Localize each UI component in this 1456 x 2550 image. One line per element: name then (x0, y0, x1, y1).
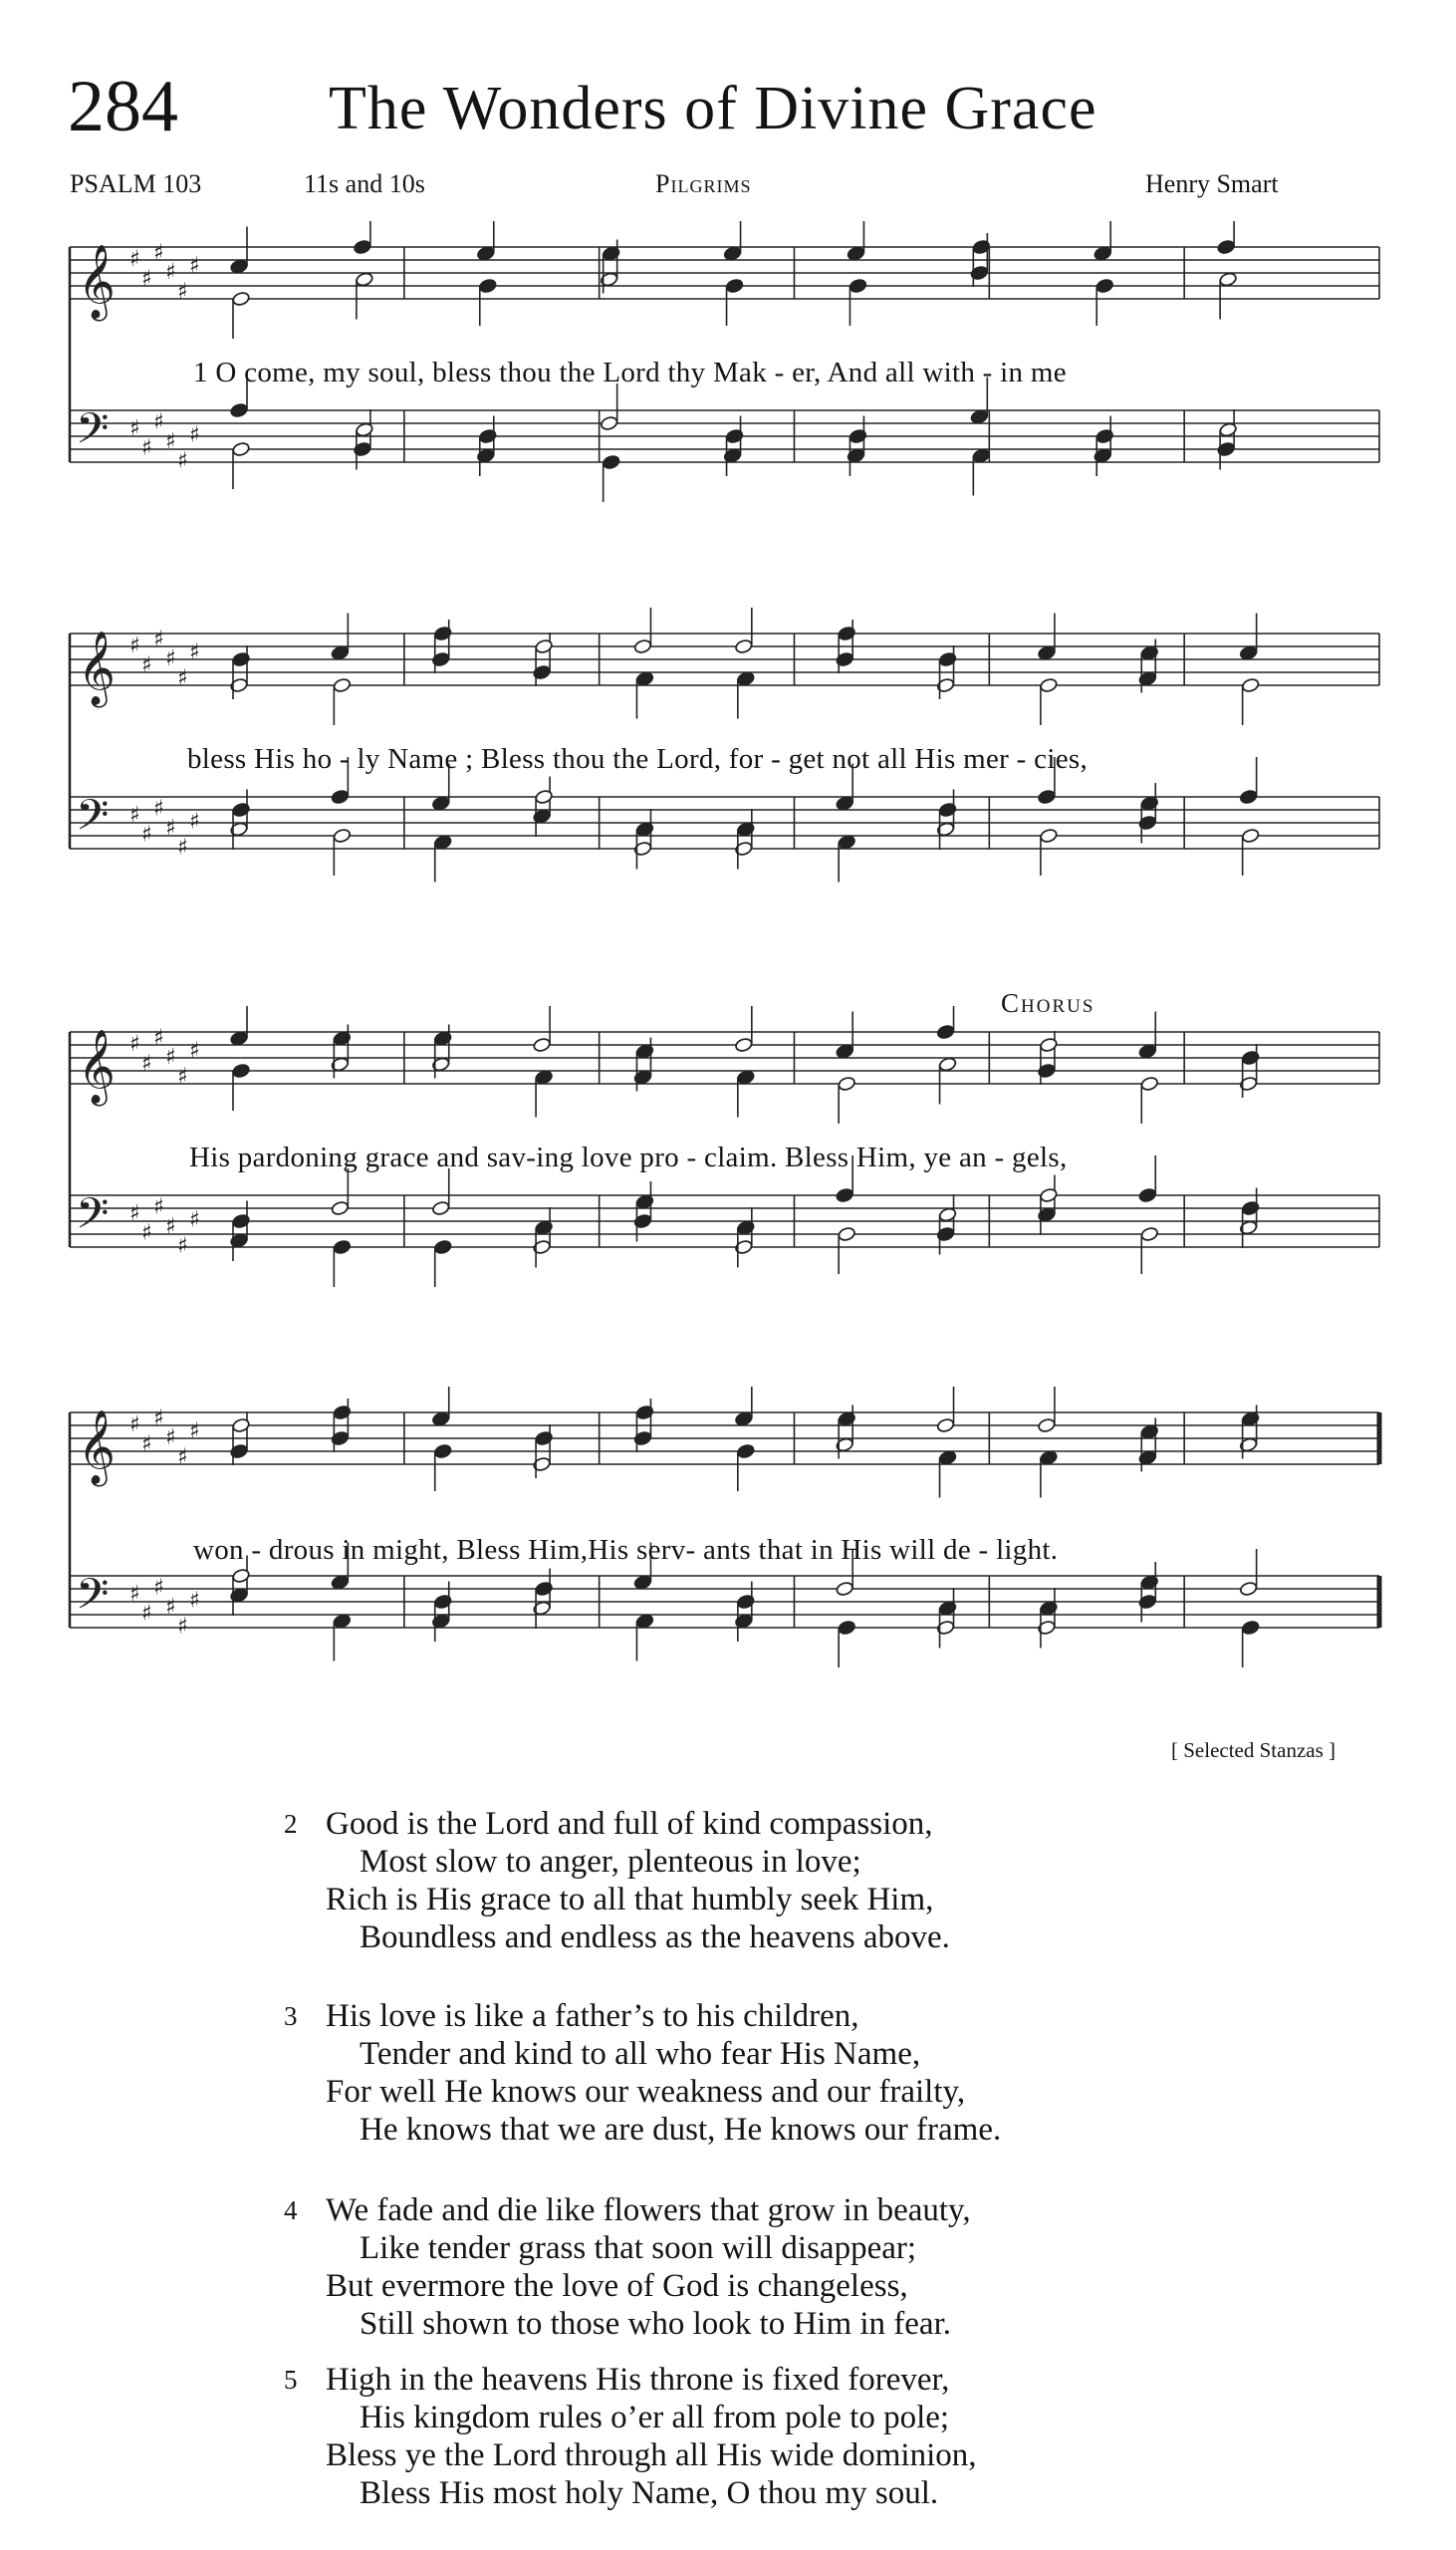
stanza-line: Most slow to anger, plenteous in love; (360, 1844, 861, 1880)
svg-text:♯: ♯ (141, 1601, 152, 1627)
svg-text:♯: ♯ (165, 1595, 176, 1620)
stanza-line: Boundless and endless as the heavens above. (360, 1919, 950, 1955)
svg-text:♯: ♯ (129, 1201, 140, 1226)
svg-text:𝄢: 𝄢 (76, 404, 110, 464)
svg-text:♯: ♯ (129, 1582, 140, 1607)
svg-text:♯: ♯ (153, 627, 164, 652)
svg-text:♯: ♯ (189, 1207, 200, 1233)
svg-text:♯: ♯ (129, 634, 140, 658)
lyric-line: His pardoning grace and sav-ing love pro - claim. Bless Him, ye an - gels, (189, 1142, 1068, 1173)
svg-text:♯: ♯ (177, 665, 188, 691)
svg-text:♯: ♯ (165, 1425, 176, 1450)
svg-text:♯: ♯ (141, 1220, 152, 1246)
meter-label: 11s and 10s (304, 169, 425, 198)
music-system-3 (60, 1006, 1389, 1335)
stanza-line: But evermore the love of God is changeless, (326, 2268, 908, 2304)
svg-text:♯: ♯ (153, 1575, 164, 1601)
psalm-label: PSALM 103 (70, 169, 202, 198)
stanza-4 (284, 2191, 971, 2343)
svg-text:♯: ♯ (141, 435, 152, 461)
svg-text:♯: ♯ (189, 1588, 200, 1614)
hymn-title: The Wonders of Divine Grace (329, 75, 1097, 142)
svg-text:♯: ♯ (177, 1233, 188, 1259)
svg-text:♯: ♯ (153, 1405, 164, 1431)
svg-text:♯: ♯ (177, 835, 188, 861)
svg-text:♯: ♯ (165, 1045, 176, 1070)
composer-name: Henry Smart (1145, 169, 1279, 198)
stanza-number: 5 (284, 2365, 298, 2395)
svg-text:♯: ♯ (165, 646, 176, 671)
stanza-3 (284, 1997, 1001, 2149)
stanza-line: Good is the Lord and full of kind compassion, (326, 1806, 933, 1842)
svg-text:𝄞: 𝄞 (78, 1030, 116, 1104)
svg-text:♯: ♯ (189, 1418, 200, 1444)
stanza-line: His love is like a father’s to his children, (326, 1998, 859, 2034)
tune-name: Pilgrims (655, 169, 752, 198)
lyric-line: won - drous in might, Bless Him,His serv- ants that in His will de - light. (193, 1534, 1059, 1566)
svg-text:♯: ♯ (189, 253, 200, 279)
stanza-line: He knows that we are dust, He knows our frame. (360, 2112, 1002, 2148)
chorus-label: Chorus (1001, 988, 1095, 1018)
svg-text:♯: ♯ (129, 416, 140, 441)
stanza-number: 4 (284, 2195, 298, 2225)
svg-text:♯: ♯ (177, 1444, 188, 1470)
svg-text:𝄢: 𝄢 (76, 1189, 110, 1249)
stanza-line: Tender and kind to all who fear His Name, (360, 2036, 921, 2072)
svg-text:♯: ♯ (153, 796, 164, 822)
lyric-line: bless His ho - ly Name ; Bless thou the Lord, for - get not all His mer - cies, (187, 743, 1089, 775)
selected-stanzas-note: [ Selected Stanzas ] (1171, 1738, 1336, 1762)
svg-text:♯: ♯ (153, 240, 164, 266)
stanza-2 (284, 1805, 950, 1956)
stanza-line: Like tender grass that soon will disappear; (360, 2230, 917, 2266)
svg-text:♯: ♯ (129, 803, 140, 828)
svg-text:♯: ♯ (141, 822, 152, 848)
stanza-5 (284, 2361, 977, 2512)
hymn-number: 284 (68, 66, 178, 147)
svg-text:𝄞: 𝄞 (78, 245, 116, 319)
svg-text:♯: ♯ (141, 652, 152, 678)
stanza-line: Rich is His grace to all that humbly seek Him, (326, 1882, 934, 1917)
svg-text:𝄞: 𝄞 (78, 632, 116, 705)
stanza-line: We fade and die like flowers that grow in beauty, (326, 2192, 971, 2228)
stanza-number: 2 (284, 1809, 298, 1839)
stanza-number: 3 (284, 2001, 298, 2031)
svg-text:♯: ♯ (189, 809, 200, 835)
svg-text:♯: ♯ (129, 247, 140, 272)
svg-text:♯: ♯ (189, 1038, 200, 1064)
svg-text:♯: ♯ (141, 1051, 152, 1077)
svg-text:♯: ♯ (141, 266, 152, 292)
stanza-line: For well He knows our weakness and our frailty, (326, 2074, 966, 2110)
svg-text:♯: ♯ (177, 279, 188, 305)
svg-text:♯: ♯ (153, 1194, 164, 1220)
svg-text:𝄢: 𝄢 (76, 791, 110, 851)
svg-text:♯: ♯ (129, 1412, 140, 1437)
svg-text:♯: ♯ (165, 816, 176, 841)
stanza-line: High in the heavens His throne is fixed forever, (326, 2362, 950, 2398)
svg-text:♯: ♯ (177, 448, 188, 474)
lyric-line: 1 O come, my soul, bless thou the Lord thy Mak - er, And all with - in me (193, 357, 1067, 388)
svg-text:♯: ♯ (177, 1614, 188, 1640)
music-system-2 (60, 608, 1389, 936)
svg-text:♯: ♯ (153, 1025, 164, 1051)
music-system-4 (60, 1387, 1389, 1715)
svg-text:♯: ♯ (129, 1032, 140, 1057)
stanza-line: Still shown to those who look to Him in fear. (360, 2306, 951, 2342)
svg-text:𝄞: 𝄞 (78, 1410, 116, 1484)
stanza-line: Bless His most holy Name, O thou my soul. (360, 2475, 939, 2511)
stanza-line: Bless ye the Lord through all His wide dominion, (326, 2437, 977, 2473)
svg-text:♯: ♯ (189, 422, 200, 448)
svg-text:♯: ♯ (165, 429, 176, 454)
svg-text:𝄢: 𝄢 (76, 1570, 110, 1630)
svg-text:♯: ♯ (165, 260, 176, 285)
svg-text:♯: ♯ (177, 1064, 188, 1090)
stanza-line: His kingdom rules o’er all from pole to pole; (360, 2400, 950, 2435)
svg-text:♯: ♯ (165, 1214, 176, 1239)
svg-text:♯: ♯ (141, 1431, 152, 1457)
music-system-1 (60, 221, 1389, 550)
svg-text:♯: ♯ (189, 639, 200, 665)
svg-text:♯: ♯ (153, 409, 164, 435)
